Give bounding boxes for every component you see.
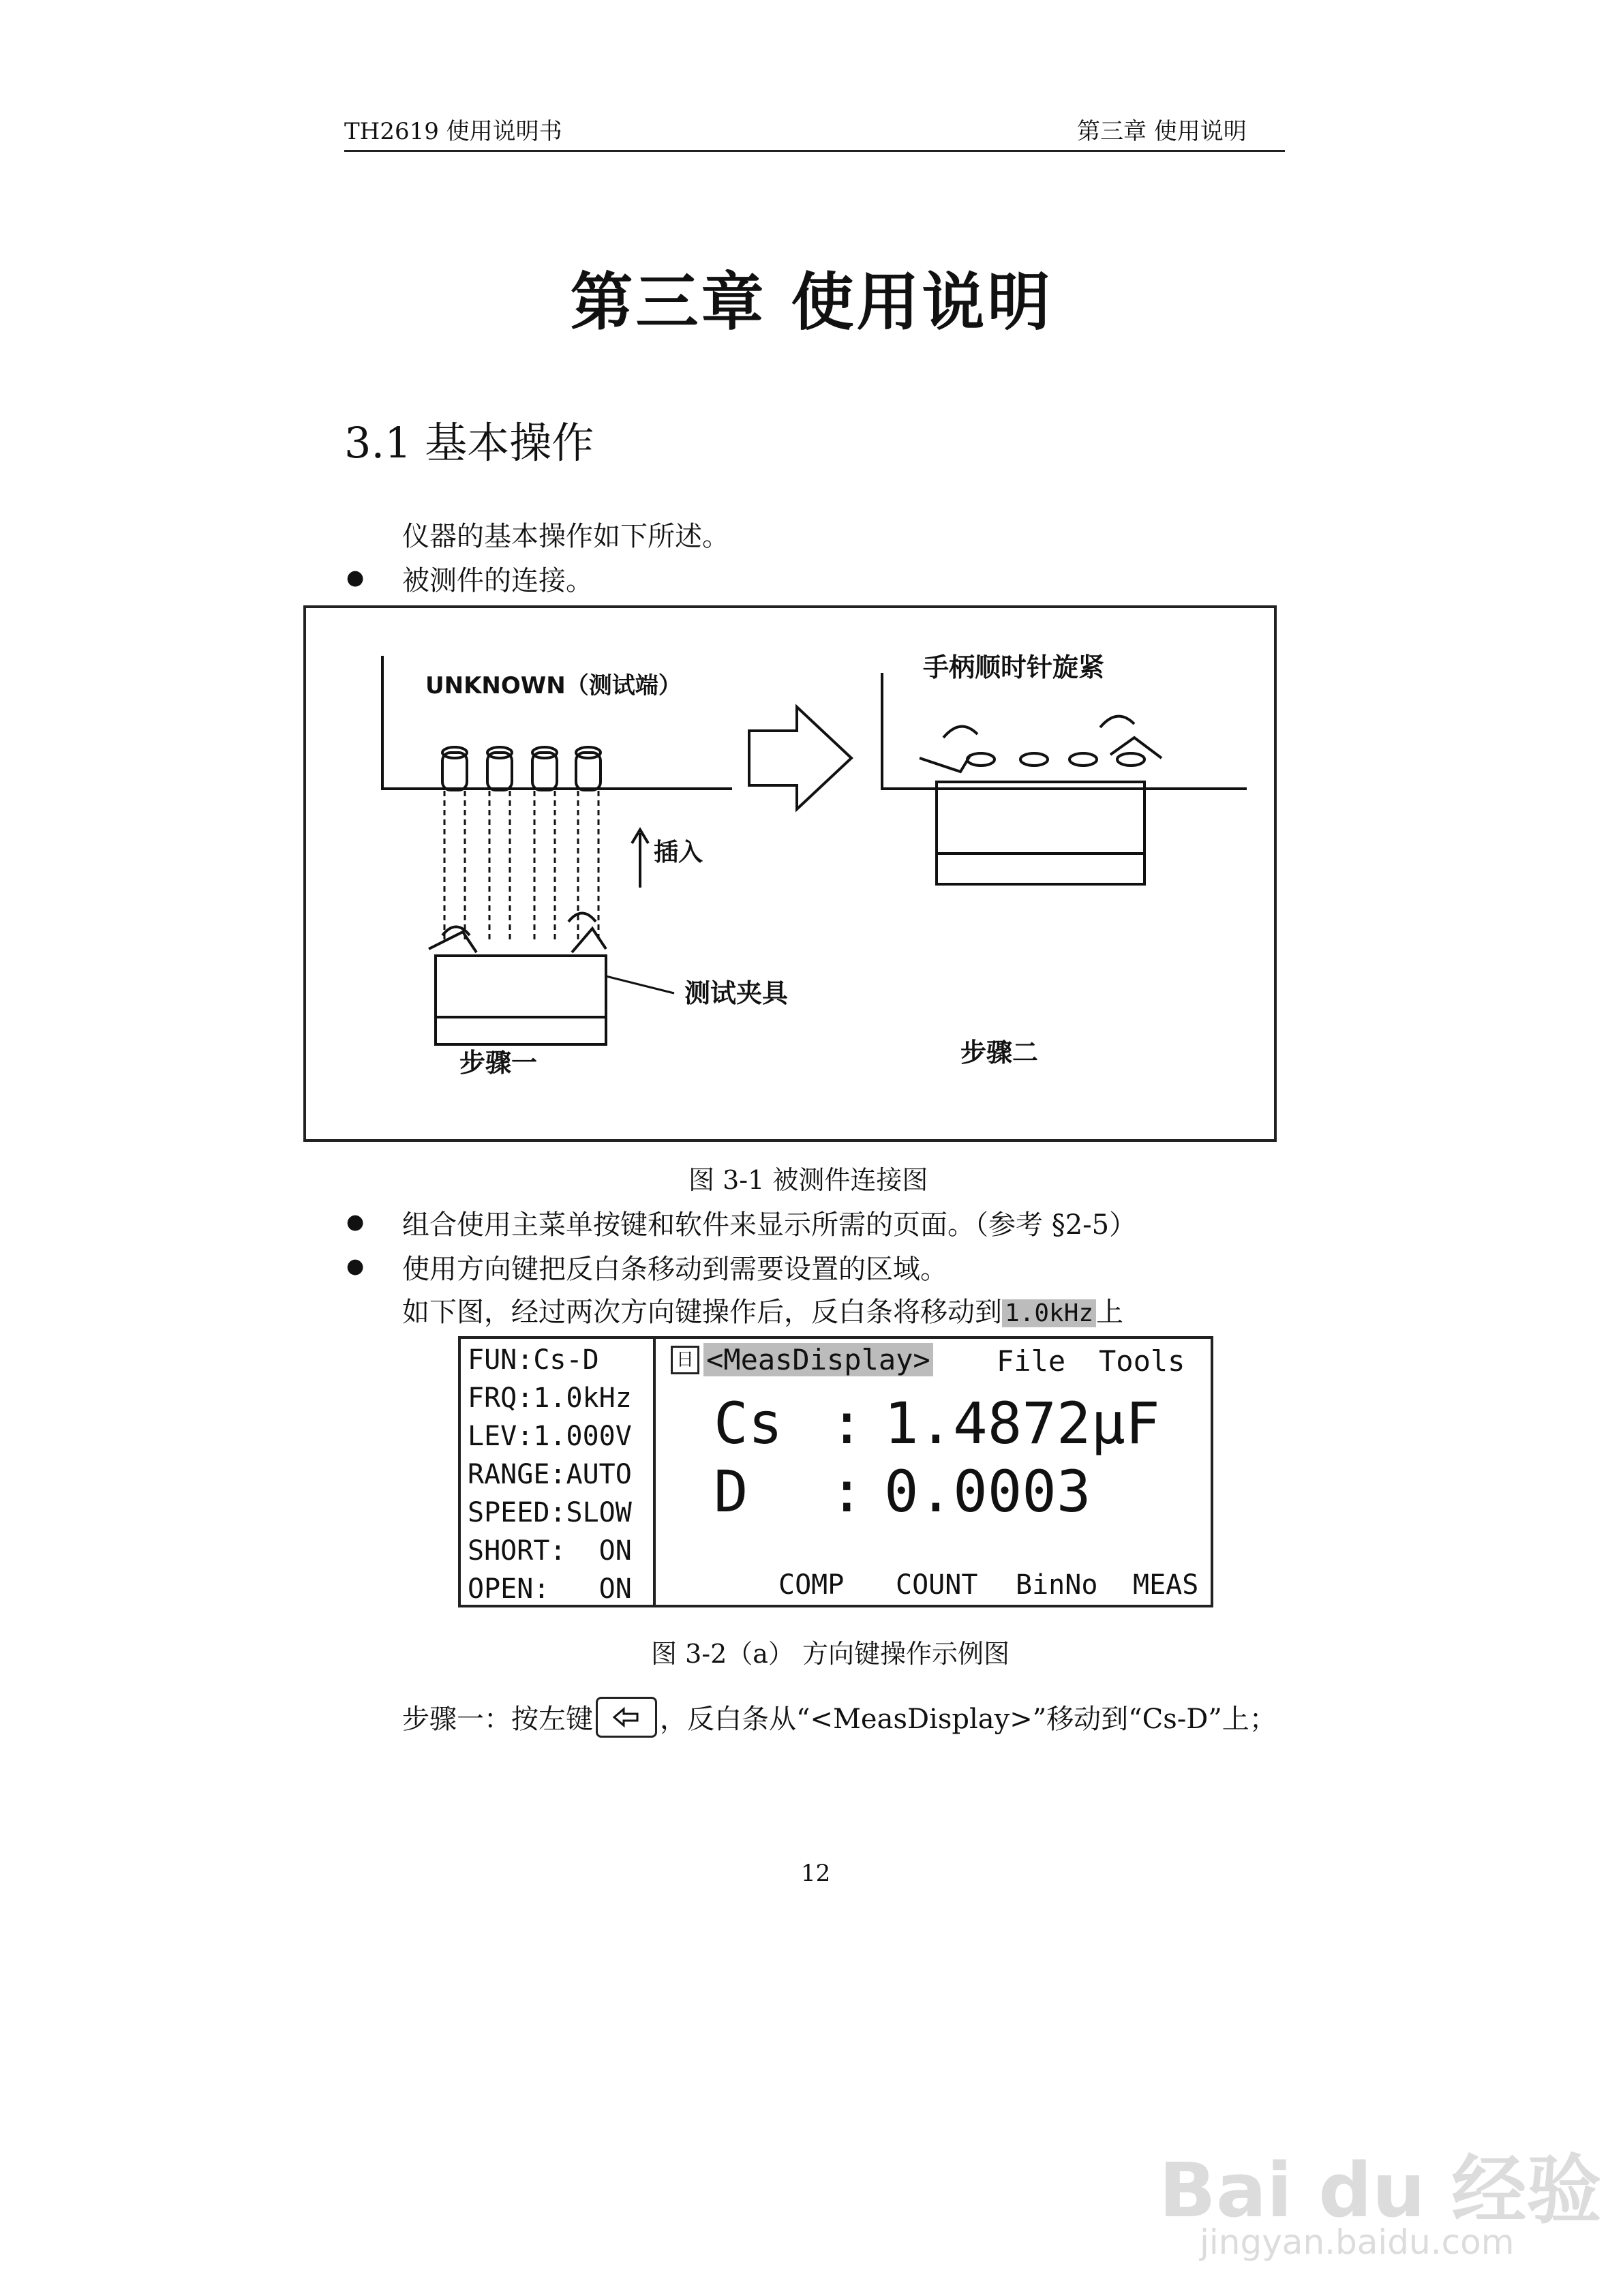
lcd-param-lev: LEV:1.000V: [468, 1421, 632, 1452]
lcd-param-fun: FUN:Cs-D: [468, 1344, 599, 1376]
lcd-screen: [458, 1336, 1213, 1607]
bullet-3: 使用方向键把反白条移动到需要设置的区域。: [402, 1254, 947, 1285]
lcd-param-frq: FRQ:1.0kHz: [468, 1383, 632, 1414]
move-text-before: 如下图，经过两次方向键操作后，反白条将移动到: [402, 1297, 1002, 1328]
bullet-1: 被测件的连接。: [402, 565, 593, 596]
lcd-param-range: RANGE:AUTO: [468, 1459, 632, 1490]
lcd-param-open: OPEN: ON: [468, 1573, 632, 1605]
section-title: 3.1 基本操作: [344, 418, 594, 468]
arrow-left-icon: [596, 1697, 657, 1738]
menu-tools[interactable]: Tools: [1099, 1344, 1185, 1378]
menu-file[interactable]: File: [997, 1344, 1066, 1378]
lcd-param-short: SHORT: ON: [468, 1535, 632, 1567]
label-tighten: 手柄顺时针旋紧: [923, 652, 1105, 682]
softkey-comp[interactable]: COMP: [778, 1569, 845, 1601]
d-sep: :: [830, 1458, 864, 1525]
bullet-dot: ●: [346, 1254, 365, 1278]
label-insert: 插入: [654, 839, 703, 866]
bullet-2: 组合使用主菜单按键和软件来显示所需的页面。（参考 §2-5）: [402, 1209, 1137, 1241]
cs-sep: :: [830, 1390, 864, 1457]
label-unknown: UNKNOWN（测试端）: [425, 672, 682, 699]
menu-measdisplay[interactable]: <MeasDisplay>: [703, 1343, 933, 1376]
bullet-dot: ●: [346, 1210, 365, 1234]
chapter-title: 第三章 使用说明: [570, 265, 1053, 339]
header-rule: [344, 150, 1285, 152]
cs-value: 1.4872μF: [884, 1390, 1160, 1457]
figure-connection: [303, 605, 1277, 1142]
header-left: TH2619 使用说明书: [344, 118, 562, 145]
label-step1: 步骤一: [459, 1048, 538, 1078]
figure2-caption: 图 3-2（a） 方向键操作示例图: [651, 1639, 1010, 1669]
lcd-param-panel: [461, 1339, 656, 1605]
d-value: 0.0003: [884, 1458, 1091, 1525]
move-text-after: 上: [1096, 1297, 1124, 1328]
highlight-freq: 1.0kHz: [1002, 1299, 1096, 1327]
softkey-binno[interactable]: BinNo: [1016, 1569, 1098, 1601]
softkey-count[interactable]: COUNT: [896, 1569, 978, 1601]
cs-label: Cs: [714, 1390, 783, 1457]
page-number: 12: [801, 1860, 831, 1887]
step-line: [402, 1697, 1277, 1742]
lcd-param-speed: SPEED:SLOW: [468, 1497, 632, 1528]
header-right: 第三章 使用说明: [1077, 118, 1247, 145]
move-paragraph: [402, 1290, 1123, 1329]
figure1-caption: 图 3-1 被测件连接图: [688, 1165, 928, 1195]
lcd-main-panel: [656, 1339, 1211, 1605]
softkey-meas[interactable]: MEAS: [1133, 1569, 1199, 1601]
step-text-after: ，反白条从“<MeasDisplay>”移动到“Cs-D”上；: [660, 1704, 1277, 1735]
intro-text: 仪器的基本操作如下所述。: [402, 521, 729, 552]
watermark-brand: Bai du 经验: [1159, 2147, 1602, 2234]
bullet-dot: ●: [346, 566, 365, 590]
label-fixture: 测试夹具: [684, 978, 789, 1008]
connection-diagram: [306, 608, 1274, 1139]
menu-icon: 日: [671, 1346, 699, 1374]
d-label: D: [714, 1458, 748, 1525]
watermark-url: jingyan.baidu.com: [1200, 2222, 1515, 2262]
label-step2: 步骤二: [960, 1038, 1039, 1068]
step-text-before: 步骤一：按左键: [402, 1704, 593, 1735]
